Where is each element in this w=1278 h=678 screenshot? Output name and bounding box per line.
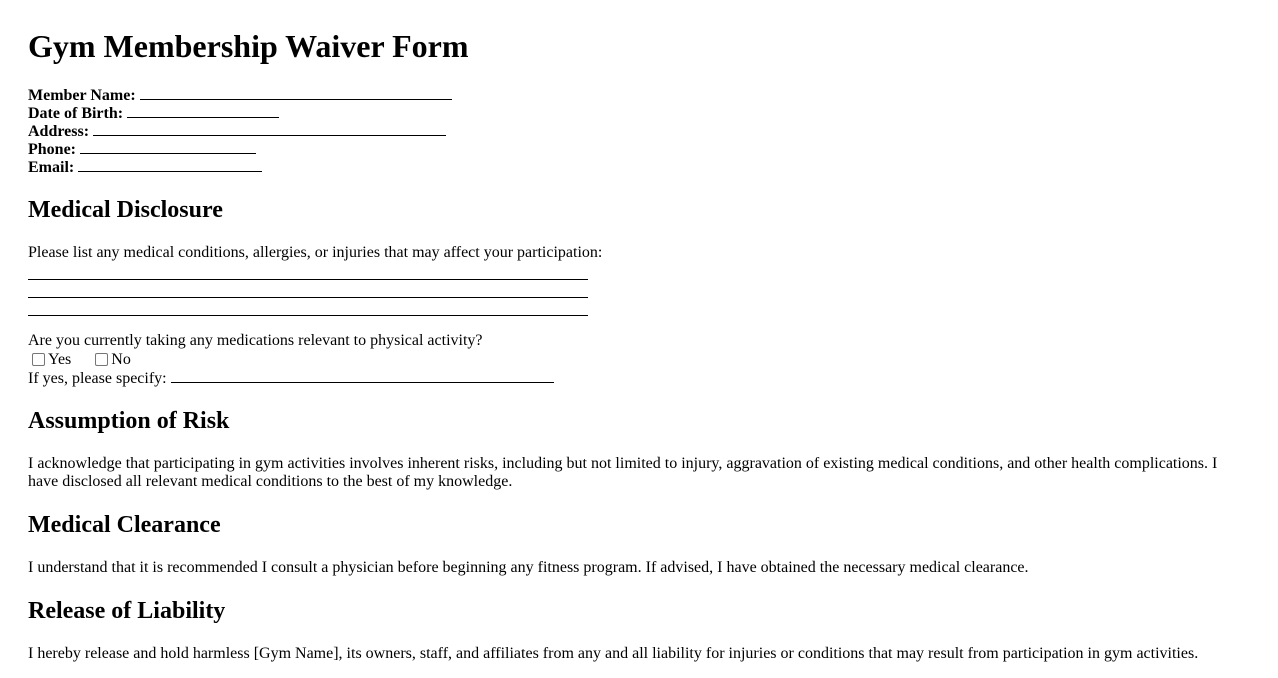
email-field[interactable] — [78, 158, 262, 172]
medical-clearance-text: I understand that it is recommended I consult a physician before beginning any fitness program. If advised, I have obtained the necessary medical clearance. — [28, 559, 1029, 576]
medications-options — [28, 350, 1250, 369]
address-field[interactable] — [93, 122, 446, 136]
member-name-field[interactable] — [140, 86, 452, 100]
medications-block — [28, 332, 1250, 387]
member-name-label: Member Name: — [28, 87, 136, 104]
date-of-birth-row — [28, 104, 1250, 122]
phone-label: Phone: — [28, 141, 76, 158]
member-info-section — [28, 86, 1250, 176]
yes-label[interactable]: Yes — [48, 351, 72, 368]
specify-field[interactable] — [171, 369, 554, 383]
no-checkbox[interactable] — [95, 353, 108, 366]
conditions-block — [28, 244, 1250, 316]
specify-row — [28, 369, 1250, 387]
medical-disclosure-heading: Medical Disclosure — [28, 197, 223, 223]
address-row — [28, 122, 1250, 140]
medications-question: Are you currently taking any medications relevant to physical activity? — [28, 332, 483, 349]
release-of-liability-text: I hereby release and hold harmless [Gym Name], its owners, staff, and affiliates from any and all liability for injuries or conditions that may result from participation in gym activities. — [28, 645, 1199, 662]
no-label[interactable]: No — [111, 351, 131, 368]
assumption-of-risk-heading: Assumption of Risk — [28, 408, 230, 434]
release-of-liability-heading: Release of Liability — [28, 598, 226, 624]
address-label: Address: — [28, 123, 90, 140]
phone-field[interactable] — [80, 140, 256, 154]
yes-checkbox[interactable] — [32, 353, 45, 366]
date-of-birth-field[interactable] — [127, 104, 279, 118]
assumption-of-risk-text: I acknowledge that participating in gym activities involves inherent risks, including but not limited to injury, aggravation of existing medical conditions, and other health complications. I have disclosed all relevant medical conditions to the best of my knowledge. — [28, 455, 1218, 490]
member-name-row — [28, 86, 1250, 104]
conditions-line-2[interactable] — [28, 280, 588, 298]
date-of-birth-label: Date of Birth: — [28, 105, 124, 122]
specify-label: If yes, please specify: — [28, 370, 167, 387]
email-row — [28, 158, 1250, 176]
phone-row — [28, 140, 1250, 158]
conditions-prompt: Please list any medical conditions, allergies, or injuries that may affect your participation: — [28, 244, 603, 261]
page-title: Gym Membership Waiver Form — [28, 28, 469, 64]
conditions-line-1[interactable] — [28, 262, 588, 280]
email-label: Email: — [28, 159, 75, 176]
medical-clearance-heading: Medical Clearance — [28, 512, 221, 538]
conditions-line-3[interactable] — [28, 298, 588, 316]
